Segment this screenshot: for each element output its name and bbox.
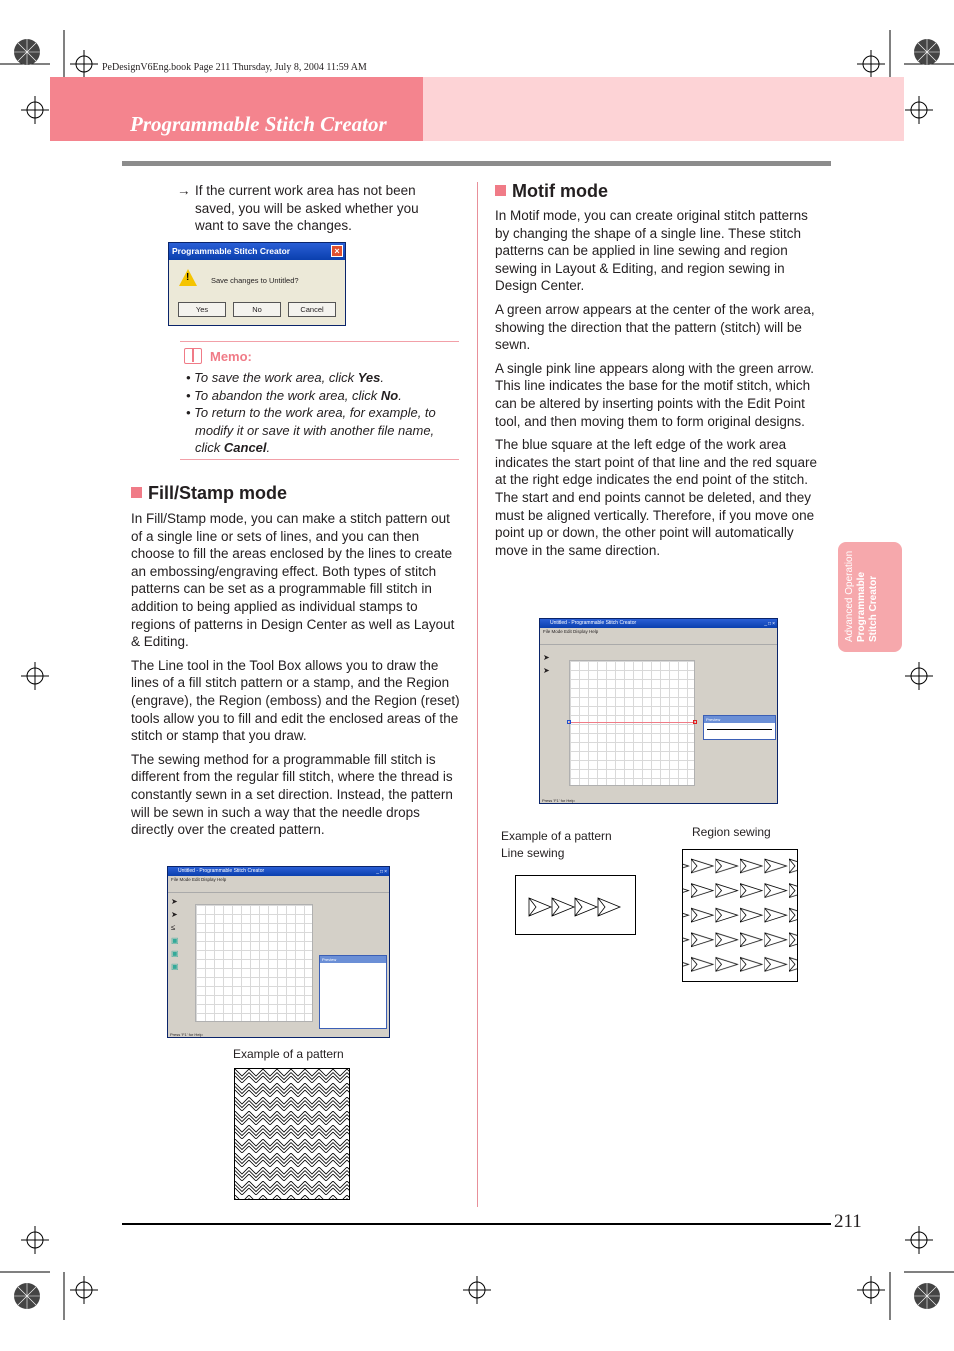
preview-panel: Preview	[319, 955, 387, 1029]
line-sewing-example	[515, 875, 636, 935]
dialog-message: Save changes to Untitled?	[211, 276, 299, 285]
crosshair-mark	[21, 1226, 49, 1254]
crosshair-mark	[70, 50, 98, 78]
crosshair-mark	[21, 662, 49, 690]
paragraph: The sewing method for a programmable fill stitch is different from the regular fill stitch, where the thread is constantly sewn in a set direction. Instead, the pattern will be sewn in such a way that the needle drops directly over the created pattern.	[131, 751, 453, 838]
preview-panel: Preview	[703, 715, 776, 740]
work-area-grid	[195, 904, 313, 1022]
book-info-line: PeDesignV6Eng.book Page 211 Thursday, July 8, 2004 11:59 AM	[102, 62, 367, 73]
footer-rule	[122, 1223, 831, 1225]
paragraph: A green arrow appears at the center of the work area, showing the direction that the pattern (stitch) will be sewn.	[495, 301, 815, 353]
crosshair-mark	[905, 96, 933, 124]
side-tab-line2: Programmable	[856, 571, 867, 642]
motif-heading: Motif mode	[495, 181, 608, 202]
memo-heading-text: Memo:	[210, 349, 252, 364]
crosshair-mark	[905, 662, 933, 690]
header-rule	[122, 161, 831, 166]
side-tab-text	[844, 551, 880, 642]
chapter-title: Programmable Stitch Creator	[130, 112, 387, 136]
paragraph: A single pink line appears along with the green arrow. This line indicates the base for the motif stitch, which can be altered by inserting points with the Edit Point tool, and then moving them to form original designs.	[495, 360, 814, 429]
arrow-step-text: If the current work area has not been saved, you will be asked whether you want to save the changes.	[195, 183, 419, 234]
motif-base-line	[569, 722, 695, 723]
no-button[interactable]: No	[233, 302, 281, 317]
memo-heading	[184, 348, 252, 364]
fill-stamp-heading: Fill/Stamp mode	[131, 483, 287, 504]
work-area-grid	[569, 660, 695, 786]
motif-line-pattern	[516, 876, 636, 935]
warning-icon: !	[179, 269, 197, 286]
side-tab-line1: Advanced Operation	[844, 550, 855, 642]
memo-list	[186, 369, 456, 457]
motif-app-screenshot	[539, 618, 778, 804]
motif-body	[495, 207, 825, 559]
herringbone-pattern	[235, 1069, 350, 1200]
memo-item: • To return to the work area, for example, to modify it or save it with another file name, click Cancel.	[186, 404, 456, 457]
crosshair-mark	[21, 96, 49, 124]
app-statusbar: Press 'F1' for Help	[542, 798, 575, 803]
paragraph: The blue square at the left edge of the work area indicates the start point of that line and the red square at the right edge indicates the end point of the stitch. The start and end points cannot be deleted, and they must be aligned vertically. Therefore, if you move one point up or down, the other point will automatically move in the same direction.	[495, 437, 817, 558]
page-number: 211	[834, 1211, 862, 1232]
side-tab-line3: Stitch Creator	[868, 575, 879, 642]
region-sewing-caption: Region sewing	[692, 825, 771, 839]
start-point-marker	[567, 720, 571, 724]
crosshair-mark	[857, 1276, 885, 1304]
motif-region-pattern	[683, 850, 798, 982]
save-changes-dialog	[168, 242, 346, 326]
line-sewing-caption: Example of a pattern Line sewing	[501, 829, 612, 860]
fill-pattern-caption: Example of a pattern	[233, 1047, 344, 1061]
yes-button[interactable]: Yes	[178, 302, 226, 317]
paragraph: In Motif mode, you can create original stitch patterns by changing the shape of a single line. These stitch patterns can be applied in line sewing and region sewing in Layout & Editing, and region sewing in Design Center.	[495, 208, 808, 294]
fill-pattern-example	[234, 1068, 350, 1200]
paragraph: The Line tool in the Tool Box allows you to draw the lines of a fill stitch pattern or a stamp, and the Region (engrave), the Region (emboss) and the Region (reset) tools allow you to fill and edit the enclosed areas of the stitch or stamp that you draw.	[131, 657, 460, 744]
memo-item: • To save the work area, click Yes.	[186, 369, 456, 387]
arrow-step	[177, 182, 447, 235]
crosshair-mark	[70, 1276, 98, 1304]
region-sewing-example	[682, 849, 798, 982]
app-menubar: File Mode Edit Display Help	[171, 877, 227, 882]
square-bullet-icon	[495, 185, 506, 196]
dialog-titlebar	[169, 243, 345, 260]
crosshair-mark	[463, 1276, 491, 1304]
column-divider	[477, 182, 478, 1207]
fill-stamp-body	[131, 510, 461, 839]
book-icon	[184, 348, 202, 364]
app-toolbar	[168, 883, 389, 893]
close-icon[interactable]: ×	[331, 245, 343, 257]
cancel-button[interactable]: Cancel	[288, 302, 336, 317]
app-statusbar: Press 'F1' for Help	[170, 1032, 203, 1037]
crosshair-mark	[857, 50, 885, 78]
tool-box: ➤ ➤	[543, 653, 550, 675]
paragraph: In Fill/Stamp mode, you can make a stitch pattern out of a single line or sets of lines, and you can then choose to fill the areas enclosed by the lines to create an embossing/engraving effect. Both types of stitch patterns can be set as a programmable fill stitch in addition to being applied as individual stamps to regions of patterns in Design Center as well as Layout & Editing.	[131, 511, 455, 650]
end-point-marker	[693, 720, 697, 724]
app-menubar: File Mode Edit Display Help	[543, 629, 599, 634]
app-titlebar: Untitled - Programmable Stitch Creator _□×	[168, 867, 389, 876]
dialog-title: Programmable Stitch Creator	[172, 246, 291, 256]
app-toolbar	[540, 635, 777, 645]
tool-box: ➤ ➤ ≤ ▣ ▣ ▣	[171, 897, 179, 971]
square-bullet-icon	[131, 487, 142, 498]
memo-box	[180, 341, 459, 460]
fill-stamp-app-screenshot	[167, 866, 390, 1038]
crosshair-mark	[905, 1226, 933, 1254]
arrow-icon: →	[177, 183, 191, 198]
app-titlebar: Untitled - Programmable Stitch Creator _□×	[540, 619, 777, 628]
memo-item: • To abandon the work area, click No.	[186, 387, 456, 405]
